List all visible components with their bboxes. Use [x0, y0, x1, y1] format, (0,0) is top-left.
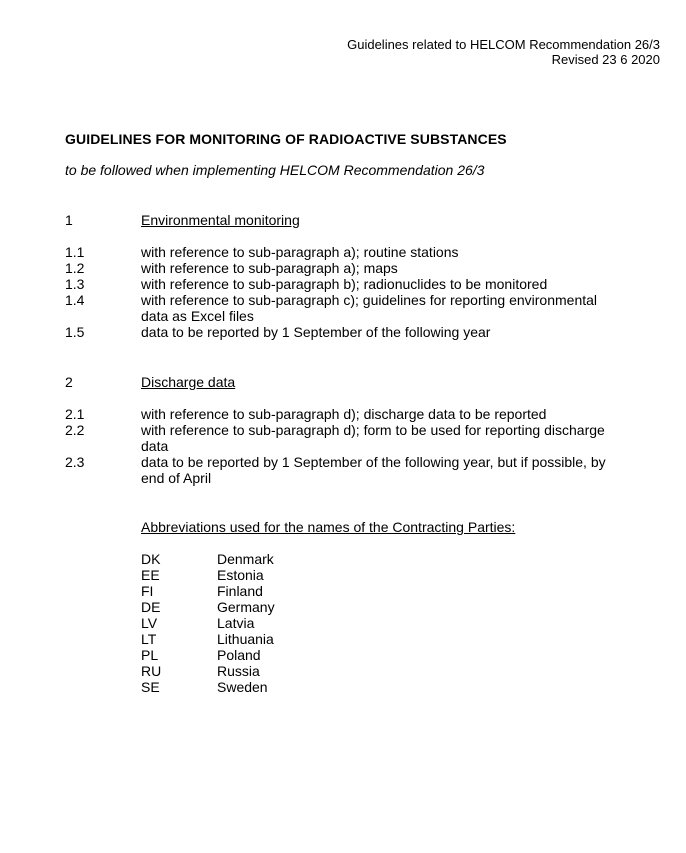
- section-title: Discharge data: [141, 374, 236, 390]
- abbreviation-row: [141, 679, 275, 695]
- abbreviation-row: [141, 551, 275, 567]
- item-text: with reference to sub-paragraph d); discharge data to be reported: [141, 406, 547, 422]
- country-name: Denmark: [217, 551, 274, 567]
- country-name: Finland: [217, 583, 263, 599]
- section-heading: [65, 374, 625, 390]
- country-name: Estonia: [217, 567, 264, 583]
- country-name: Russia: [217, 663, 260, 679]
- item-text: with reference to sub-paragraph a); maps: [141, 260, 398, 276]
- item-text: with reference to sub-paragraph d); form to be used for reporting discharge data: [141, 422, 605, 454]
- abbreviation-row: [141, 615, 275, 631]
- section-heading: [65, 212, 625, 228]
- country-code: FI: [141, 583, 154, 599]
- item-text: with reference to sub-paragraph a); routine stations: [141, 244, 459, 260]
- country-code: LT: [141, 631, 157, 647]
- list-item: [65, 422, 625, 454]
- country-name: Lithuania: [217, 631, 274, 647]
- list-item: [65, 260, 625, 276]
- section-number: 1: [65, 212, 73, 228]
- list-item: [65, 276, 625, 292]
- section-title: Environmental monitoring: [141, 212, 300, 228]
- list-item: [65, 454, 625, 486]
- country-code: SE: [141, 679, 160, 695]
- item-text: with reference to sub-paragraph c); guidelines for reporting environmental data as Excel files: [141, 292, 598, 324]
- item-number: 1.3: [65, 276, 85, 292]
- country-name: Sweden: [217, 679, 268, 695]
- abbreviations-heading: Abbreviations used for the names of the Contracting Parties:: [141, 519, 516, 535]
- list-item: [65, 406, 625, 422]
- abbreviation-row: [141, 583, 275, 599]
- item-text: with reference to sub-paragraph b); radionuclides to be monitored: [141, 276, 548, 292]
- abbreviations-list: [141, 551, 275, 695]
- abbreviation-row: [141, 599, 275, 615]
- document-title: GUIDELINES FOR MONITORING OF RADIOACTIVE SUBSTANCES: [65, 131, 507, 147]
- item-number: 2.1: [65, 406, 85, 422]
- country-name: Germany: [217, 599, 275, 615]
- section-discharge-data: [65, 374, 625, 486]
- item-number: 1.4: [65, 292, 85, 308]
- abbreviation-row: [141, 567, 275, 583]
- section-number: 2: [65, 374, 73, 390]
- item-number: 1.5: [65, 324, 85, 340]
- list-item: [65, 292, 625, 324]
- abbreviation-row: [141, 631, 275, 647]
- section-environmental-monitoring: [65, 212, 625, 340]
- country-code: LV: [141, 615, 158, 631]
- country-name: Poland: [217, 647, 261, 663]
- country-code: PL: [141, 647, 159, 663]
- list-item: [65, 324, 625, 340]
- item-text: data to be reported by 1 September of the following year, but if possible, by end of April: [141, 454, 606, 486]
- item-text: data to be reported by 1 September of the following year: [141, 324, 491, 340]
- country-code: RU: [141, 663, 162, 679]
- item-number: 1.2: [65, 260, 85, 276]
- abbreviation-row: [141, 647, 275, 663]
- country-code: EE: [141, 567, 160, 583]
- header-revision-date: Revised 23 6 2020: [551, 52, 660, 67]
- header-reference: Guidelines related to HELCOM Recommendation 26/3: [347, 37, 660, 52]
- country-name: Latvia: [217, 615, 255, 631]
- document-subtitle: to be followed when implementing HELCOM Recommendation 26/3: [65, 162, 485, 178]
- country-code: DK: [141, 551, 161, 567]
- abbreviation-row: [141, 663, 275, 679]
- item-number: 1.1: [65, 244, 85, 260]
- list-item: [65, 244, 625, 260]
- country-code: DE: [141, 599, 161, 615]
- page-header: [347, 37, 660, 67]
- item-number: 2.3: [65, 454, 85, 470]
- item-number: 2.2: [65, 422, 85, 438]
